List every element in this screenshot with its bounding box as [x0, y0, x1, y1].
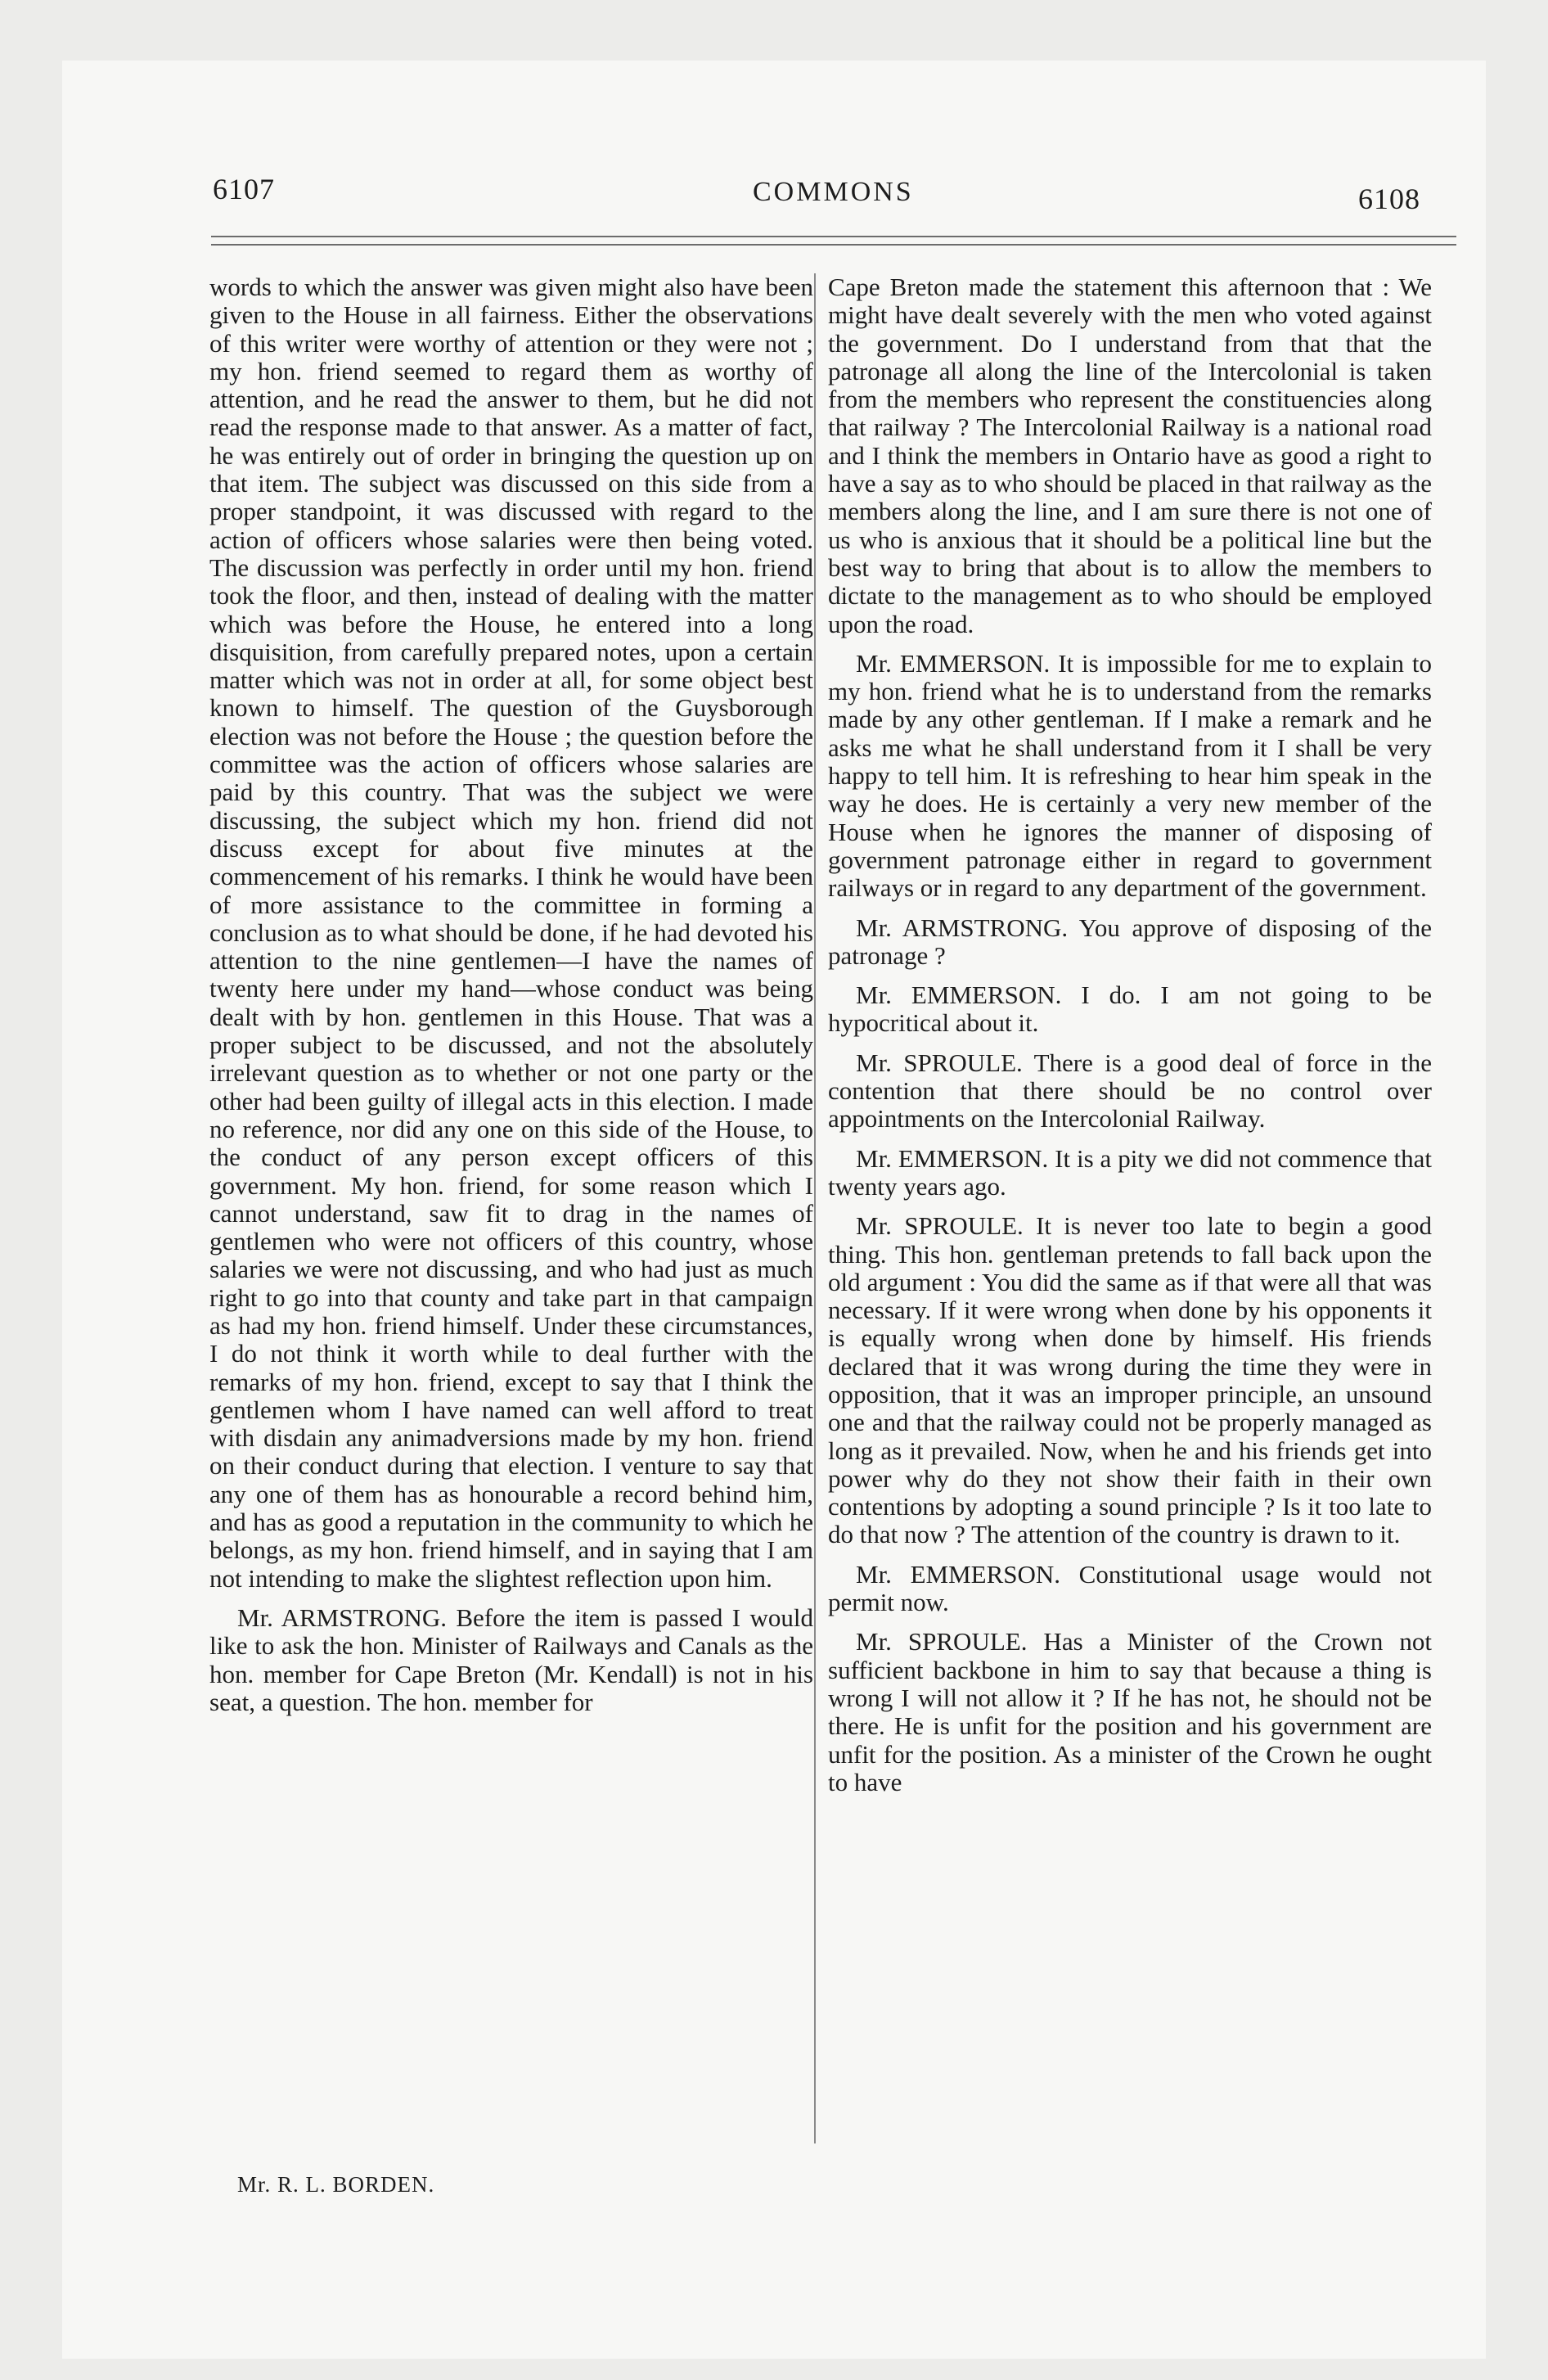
- left-page-number: 6107: [213, 173, 275, 205]
- running-title: COMMONS: [753, 177, 914, 207]
- paragraph: Mr. ARMSTRONG. You approve of disposing of the patronage ?: [828, 913, 1432, 970]
- page-header: [0, 172, 1548, 221]
- paragraph: Mr. SPROULE. There is a good deal of force in the contention that there should be no control over appointments on the Intercolonial Railway.: [828, 1048, 1432, 1134]
- paragraph: words to which the answer was given might also have been given to the House in all fairness. Either the observations of this writer were worthy of attention or they were not ; my hon. friend seemed to regard them as worthy of attention, and he read the answer to them, but he did not read the response made to that answer. As a matter of fact, he was entirely out of order in bringing the question up on that item. The subject was discussed on this side from a proper standpoint, it was discussed with regard to the action of officers whose salaries were then being voted. The discussion was perfectly in order until my hon. friend took the floor, and then, instead of dealing with the matter which was before the House, he entered into a long disquisition, from carefully prepared notes, upon a certain matter which was not in order at all, for some object best known to himself. The question of the Guysborough election was not before the House ; the question before the committee was the action of officers whose salaries are paid by this country. That was the subject we were discussing, the subject which my hon. friend did not discuss except for about five minutes at the commencement of his remarks. I think he would have been of more assistance to the committee in forming a conclusion as to what should be done, if he had devoted his attention to the nine gentlemen—I have the names of twenty here under my hand—whose conduct was being dealt with by hon. gentlemen in this House. That was a proper subject to be discussed, and not the absolutely irrelevant question as to whether or not one party or the other had been guilty of illegal acts in this election. I made no reference, nor did any one on this side of the House, to the conduct of any person except officers of this government. My hon. friend, for some reason which I cannot understand, saw fit to drag in the names of gentlemen who were not officers of this country, whose salaries we were not discussing, and who had just as much right to go into that county and take part in that campaign as had my hon. friend himself. Under these circumstances, I do not think it worth while to deal further with the remarks of my hon. friend, except to say that I think the gentlemen whom I have named can well afford to treat with disdain any animadversions made by my hon. friend on their conduct during that election. I venture to say that any one of them has as honourable a record behind him, and has as good a reputation in the community to which he belongs, as my hon. friend himself, and in saying that I am not intending to make the slightest reflection upon him.: [209, 273, 813, 1593]
- header-rule-top: [211, 236, 1456, 237]
- paragraph: Mr. EMMERSON. It is a pity we did not commence that twenty years ago.: [828, 1143, 1432, 1201]
- header-rule-bottom: [211, 244, 1456, 246]
- paragraph: Mr. EMMERSON. It is impossible for me to explain to my hon. friend what he is to understand from the remarks made by any other gentleman. If I make a remark and he asks me what he shall understand from it I shall be very happy to tell him. It is refreshing to hear him speak in the way he does. He is certainly a very new member of the House when he ignores the manner of disposing of government patronage either in regard to government railways or in regard to any department of the government.: [828, 648, 1432, 903]
- paragraph: Mr. SPROULE. It is never too late to begin a good thing. This hon. gentleman pretends to fall back upon the old argument : You did the same as if that were all that was necessary. If it were wrong when done by his opponents it is equally wrong when done by himself. His friends declared that it was wrong during the time they were in opposition, that it was an improper principle, an unsound one and that the railway could not be properly managed as long as it prevailed. Now, when he and his friends get into power why do they not show their faith in their own contentions by adopting a sound principle ? Is it too late to do that now ? The attention of the country is drawn to it.: [828, 1211, 1432, 1549]
- right-column: [828, 273, 1432, 1808]
- right-page-number: 6108: [1358, 183, 1420, 215]
- left-column: [209, 273, 813, 1728]
- paragraph: Cape Breton made the statement this afternoon that : We might have dealt severely with the men who voted against the government. Do I understand from that that the patronage all along the line of the Intercolonial is taken from the members who represent the constituencies along that railway ? The Intercolonial Railway is a national road and I think the members in Ontario have as good a right to have a say as to who should be placed in that railway as the members along the line, and I am sure there is not one of us who is anxious that it should be a political line but the best way to bring that about is to allow the members to dictate to the management as to who should be employed upon the road.: [828, 273, 1432, 638]
- paragraph: Mr. ARMSTRONG. Before the item is passed I would like to ask the hon. Minister of Railways and Canals as the hon. member for Cape Breton (Mr. Kendall) is not in his seat, a question. The hon. member for: [209, 1602, 813, 1716]
- paragraph: Mr. SPROULE. Has a Minister of the Crown not sufficient backbone in him to say that because a thing is wrong I will not allow it ? If he has not, he should not be there. He is unfit for the position and his government are unfit for the position. As a minister of the Crown he ought to have: [828, 1627, 1432, 1796]
- column-divider: [814, 273, 816, 2143]
- paragraph: Mr. EMMERSON. I do. I am not going to be hypocritical about it.: [828, 980, 1432, 1038]
- paragraph: Mr. EMMERSON. Constitutional usage would not permit now.: [828, 1559, 1432, 1617]
- speaker-footer: Mr. R. L. BORDEN.: [237, 2172, 435, 2197]
